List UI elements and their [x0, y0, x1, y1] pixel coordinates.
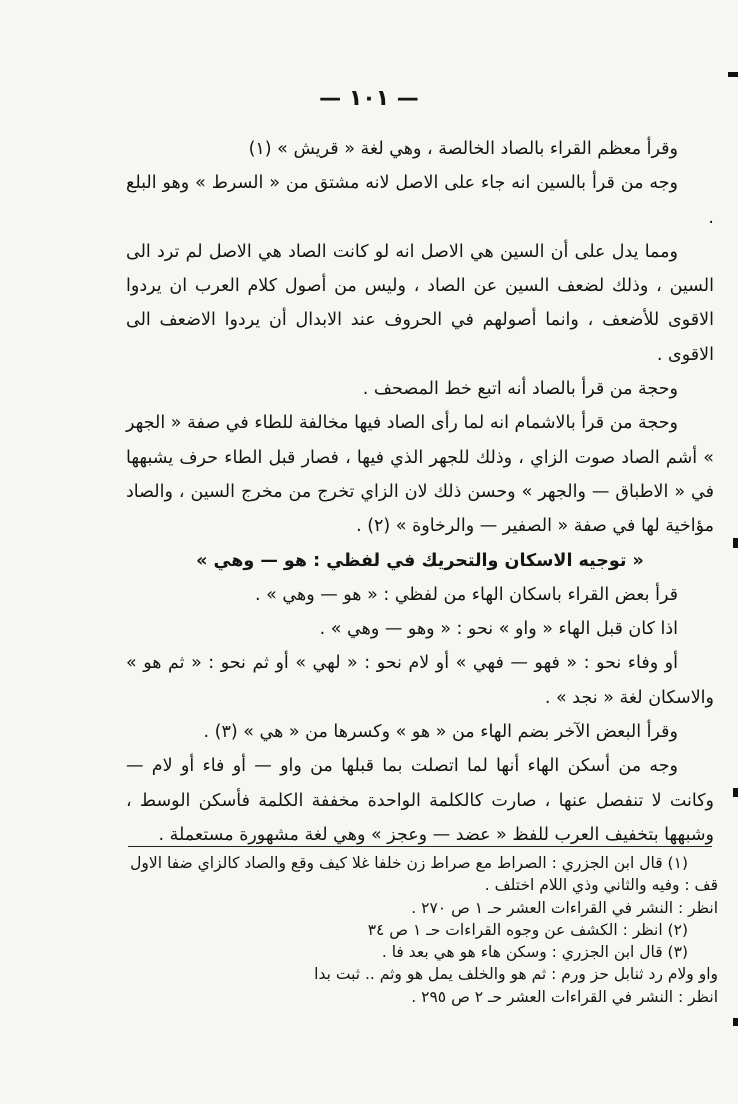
- footnote-3-verse: واو ولام رد ثنابل حز ورم : ثم هو والخلف يمل هو وثم .. ثبت بدا: [314, 965, 718, 984]
- footnote-1-reference: انظر : النشر في القراءات العشر حـ ١ ص ٢٧٠ .: [411, 898, 718, 917]
- paragraph-6: قرأ بعض القراء باسكان الهاء من لفظي : « هو — وهي » .: [254, 584, 678, 605]
- paragraph-3: ومما يدل على أن السين هي الاصل انه لو كانت الصاد هي الاصل لم ترد الى السين ، وذلك لضعف السين عن الصاد ، وليس من أصول كلام العرب ان يردوا الاقوى للأضعف ، وانما أصولهم في الحروف عند الابدال أن يردوا الاضعف الى الاقوى .: [126, 241, 714, 365]
- footnote-divider: [128, 846, 712, 847]
- paragraph-1: وقرأ معظم القراء بالصاد الخالصة ، وهي لغة « قريش » (١): [248, 139, 678, 159]
- paragraph-4: وحجة من قرأ بالصاد أنه اتبع خط المصحف .: [362, 379, 678, 400]
- paragraph-7: اذا كان قبل الهاء « واو » نحو : « وهو — وهي » .: [319, 619, 678, 640]
- footnote-3: (٣) قال ابن الجزري : وسكن هاء هو هي بعد فا .: [381, 943, 688, 962]
- scan-edge-mark: [728, 72, 738, 77]
- paragraph-2: وجه من قرأ بالسين انه جاء على الاصل لانه مشتق من « السرط » وهو البلع .: [126, 173, 714, 228]
- footnote-3-reference: انظر : النشر في القراءات العشر حـ ٢ ص ٢٩٥ .: [411, 987, 718, 1006]
- footnotes: [126, 852, 718, 1008]
- page-number: — ١٠١ —: [319, 86, 419, 111]
- paragraph-8: أو وفاء نحو : « فهو — فهي » أو لام نحو : « لهي » أو ثم نحو : « ثم هو » والاسكان لغة « نجد » .: [126, 653, 714, 708]
- footnote-2: (٢) انظر : الكشف عن وجوه القراءات حـ ١ ص ٣٤: [367, 920, 688, 939]
- scan-edge-mark: [733, 788, 738, 797]
- paragraph-10: وجه من أسكن الهاء أنها لما اتصلت بما قبلها من واو — أو فاء أو لام — وكانت لا تنفصل عنها ، صارت كالكلمة الواحدة مخففة الكلمة فأسكن الوسط ، وشبهها بتخفيف العرب للفظ « عضد — وعجز » وهي لغة مشهورة مستعملة .: [126, 756, 714, 845]
- footnote-1: (١) قال ابن الجزري : الصراط مع صراط زن خلفا غلا كيف وقع والصاد كالزاي ضفا الاول قف : وفيه والثاني وذي اللام اختلف .: [130, 854, 718, 895]
- scan-edge-mark: [733, 538, 738, 548]
- scan-edge-mark: [733, 1018, 738, 1026]
- main-text: [126, 132, 714, 852]
- paragraph-5: وحجة من قرأ بالاشمام انه لما رأى الصاد فيها مخالفة للطاء في صفة « الجهر » أشم الصاد صوت الزاي ، وذلك للجهر الذي فيها ، فصار قبل الطاء حرف يشبهها في « الاطباق — والجهر » وحسن ذلك لان الزاي تخرج من مخرج السين ، والصاد مؤاخية لها في صفة « الصفير — والرخاوة » (٢) .: [126, 413, 714, 537]
- paragraph-9: وقرأ البعض الآخر بضم الهاء من « هو » وكسرها من « هي » (٣) .: [203, 722, 678, 743]
- section-heading: « توجيه الاسكان والتحريك في لفظي : هو — وهي »: [196, 550, 644, 571]
